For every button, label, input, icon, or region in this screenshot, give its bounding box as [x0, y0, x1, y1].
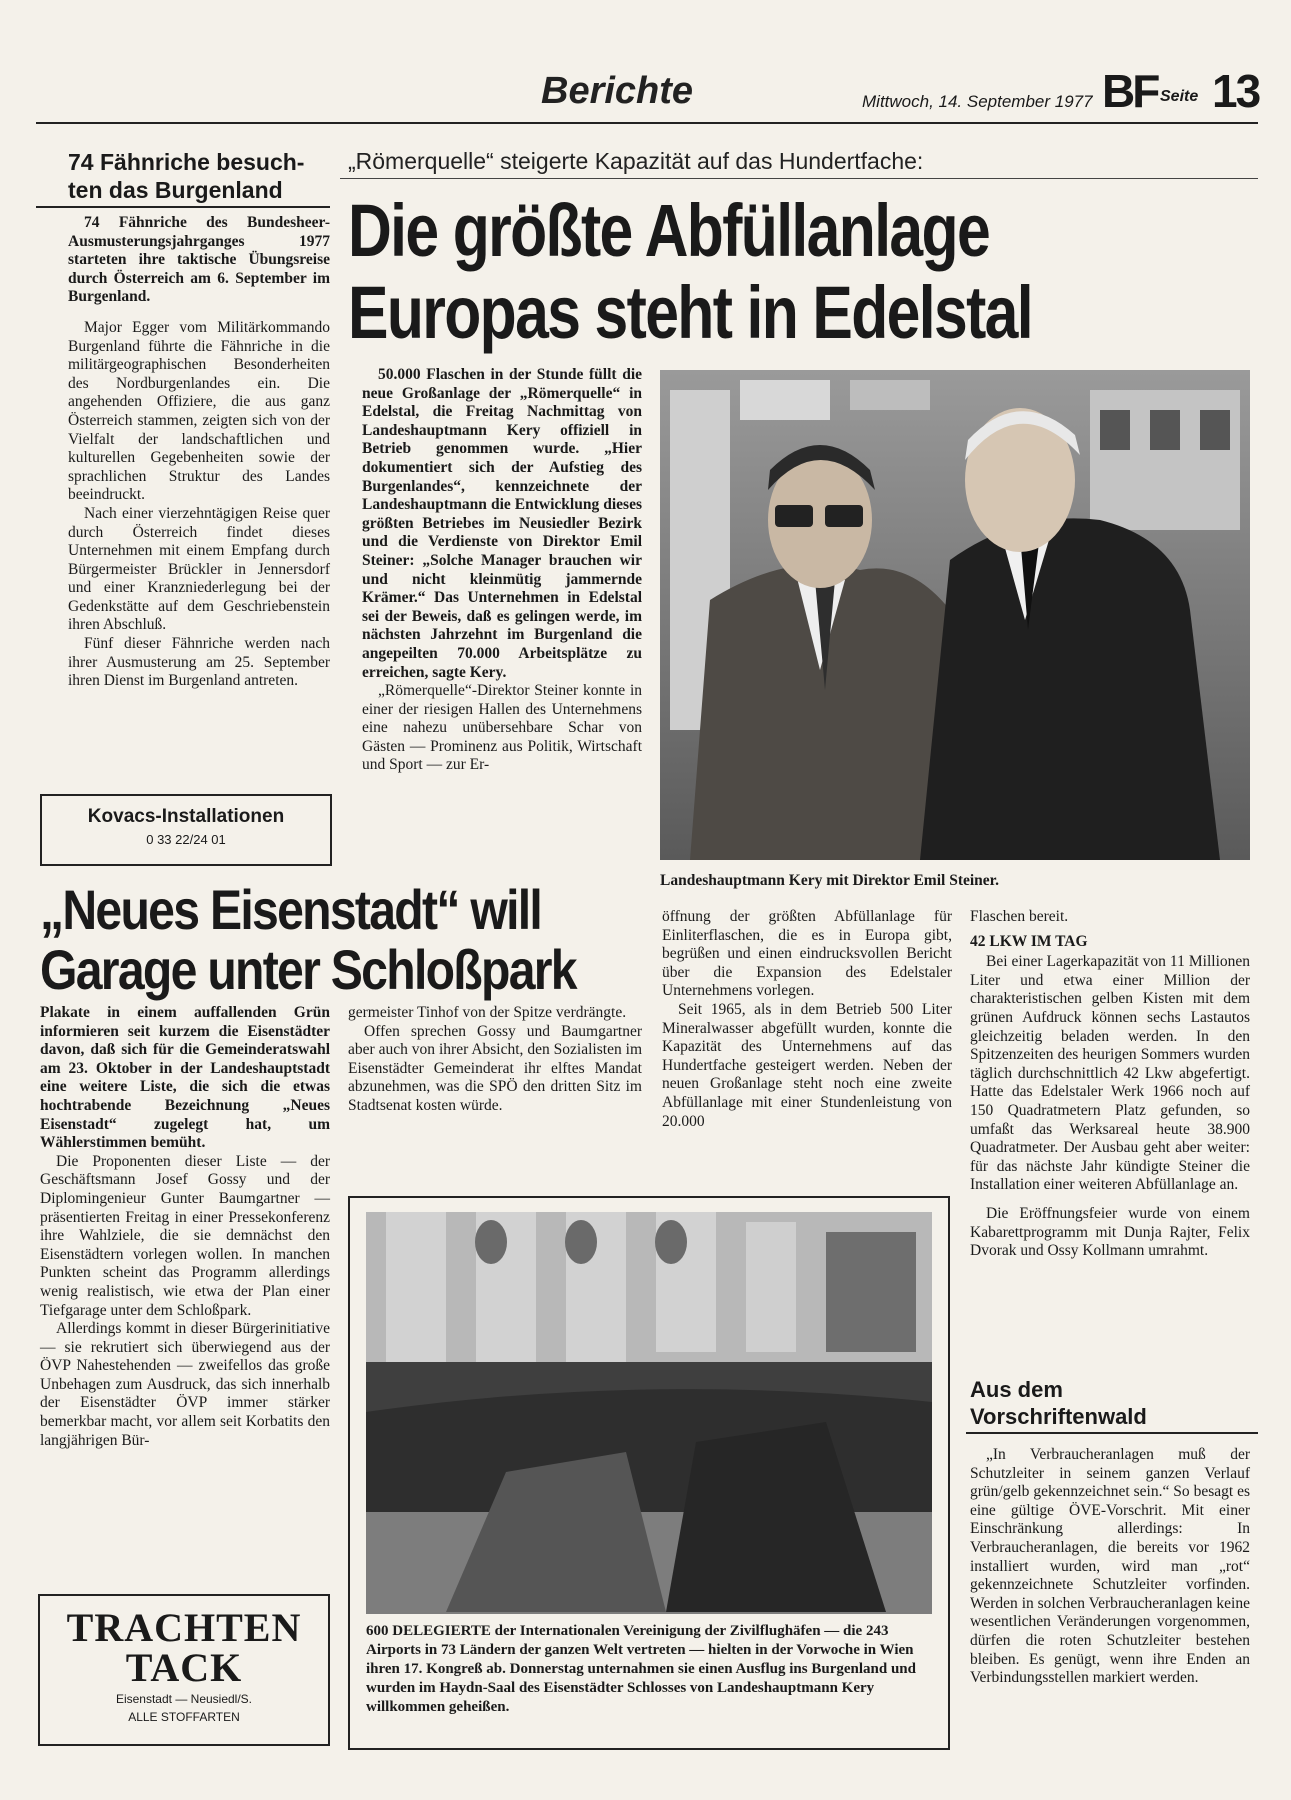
article3-lead: Plakate in einem auffallenden Grün informieren seit kurzem die Eisenstädter davon, daß sich für die Gemeinderatswahl am 23. Oktober in der Landeshauptstadt eine weitere Liste, die sich die etwas hochtrabende Bezeichnung „Neues Eisenstadt“ zugelegt hat, um Wählerstimmen bemüht. — [40, 1004, 330, 1152]
photo-kery-steiner-image — [660, 370, 1250, 860]
section-title: Berichte — [541, 70, 694, 112]
article2-headline — [348, 190, 1032, 354]
article3-headline — [40, 880, 576, 1000]
seite-label: Seite — [1160, 88, 1199, 105]
article2-paragraph: „Römerquelle“-Direktor Steiner konnte in einer der riesigen Hallen des Unternehmens eine nahezu unübersehbare Schar von Gästen — Prominenz aus Politik, Wirtschaft und Sport — zur Er- — [362, 682, 642, 774]
article2-paragraph: Die Eröffnungsfeier wurde von einem Kabarettprogramm mit Dunja Rajter, Felix Dvorak und Ossy Kollmann umrahmt. — [970, 1204, 1250, 1260]
article3-paragraph: germeister Tinhof von der Spitze verdrängte. — [348, 1004, 627, 1021]
page-number: 13 — [1212, 65, 1260, 117]
trachten-tack-ad — [38, 1594, 330, 1746]
article3-paragraph: Allerdings kommt in dieser Bürgerinitiative — sie rekrutiert sich überwiegend aus der ÖVP Nahestehenden — zweifellos das große Unbehagen zum Ausdruck, das sich innerhalb der Eisenstädter ÖVP immer stärker bemerkbar macht, vor allem seit Korbatits den langjährigen Bür- — [40, 1320, 330, 1449]
photo-kery-steiner — [660, 370, 1250, 860]
kovacs-ad — [40, 794, 332, 866]
header-rule — [36, 122, 1258, 124]
article1-paragraph: Major Egger vom Militärkommando Burgenland führte die Fähnriche in die militärgeographischen Besonderheiten des Nordburgenlandes ein. Die angehenden Offiziere, die aus ganz Österreich stammen, zeigten sich von der Vielfalt der landschaftlichen und kulturellen Gegebenheiten sowie der sprachlichen Struktur des Landes beeindruckt. — [68, 318, 330, 504]
article2-col2 — [662, 908, 952, 1131]
article4-headline-line1: Aus dem — [970, 1377, 1063, 1402]
article1-headline — [68, 148, 304, 204]
article2-headline-line2: Europas steht in Edelstal — [348, 271, 1032, 354]
article2-paragraph: Seit 1965, als in dem Betrieb 500 Liter Mineralwasser abgefüllt wurden, konnte die Kapazität des Unternehmens auf das Hundertfache gesteigert werden. Neben der neuen Großanlage steht noch eine zweite Abfüllanlage mit einer Stundenleistung von 20.000 — [662, 1000, 952, 1130]
photo-haydn-saal-image — [366, 1212, 932, 1614]
article4-paragraph: „In Verbraucheranlagen muß der Schutzleiter in seinem ganzen Verlauf grün/gelb gekennzeichnet sein.“ So besagt es eine gültige ÖVE-Vorschrit. Mit einer Einschränkung allerdings: In Verbraucheranlagen, die bereits vor 1962 installiert wurden, wird man „rot“ gekennzeichnete Schutzleiter vorfinden. Werden in solchen Verbraucheranlagen keine wesentlichen Veränderungen vorgenommen, dürfen die roten Schutzleiter bestehen bleiben. Es genügt, wenn ihre Enden an Verbindungsstellen markiert werden. — [970, 1446, 1250, 1687]
article3-col2 — [348, 1004, 642, 1116]
photo-haydn-saal-caption: 600 DELEGIERTE der Internationalen Vereinigung der Zivilflughäfen — die 243 Airports in 73 Ländern der ganzen Welt vertreten — hielten in der Vorwoche in Wien ihren 17. Kongreß ab. Donnerstag unternahmen sie einen Ausflug ins Burgenland und wurden im Haydn-Saal des Eisenstädter Schlosses von Landeshauptmann Kery willkommen geheißen. — [366, 1623, 916, 1715]
article4-body — [970, 1446, 1250, 1688]
article1-paragraph: Nach einer vierzehntägigen Reise quer durch Österreich findet dieses Unternehmen mit einem Empfang durch Bürgermeister Brückler in Jennersdorf und einer Kranzniederlegung bei der Gedenkstätte auf dem Geschriebenstein ihren Abschluß. — [68, 504, 330, 634]
article1-headline-line2: ten das Burgenland — [68, 177, 283, 203]
article2-paragraph: öffnung der größten Abfüllanlage für Einliterflaschen, die es in Europa gibt, begrüßen und einen eindrucksvollen Bericht über die Expansion des Edelstaler Unternehmens vorlegen. — [662, 908, 952, 1000]
article2-kicker: „Römerquelle“ steigerte Kapazität auf das Hundertfache: — [348, 148, 924, 174]
article1-body — [68, 214, 330, 691]
article4-headline — [970, 1376, 1147, 1430]
article2-paragraph: Flaschen bereit. — [970, 908, 1069, 925]
article1-rule — [36, 206, 330, 208]
article3-paragraph: Die Proponenten dieser Liste — der Geschäftsmann Josef Gossy und der Diplomingenieur Gunter Baumgartner — präsentierten Freitag in einer Pressekonferenz ihre Wahlziele, die sie demnächst den Eisenstädtern vorlegen wollen. In manchen Punkten scheint das Programm allerdings wenig realistisch, wie etwa der Plan einer Tiefgarage unter dem Schloßpark. — [40, 1152, 330, 1319]
article2-paragraph: Bei einer Lagerkapazität von 11 Millionen Liter und etwa einer Million der charakteristischen gelben Kisten mit dem grünen Aufdruck können sechs Lastautos gleichzeitig beladen werden. In den Spitzenzeiten des heurigen Sommers wurden täglich durchschnittlich 42 Lkw abgefertigt. Hatte das Edelstaler Werk 1966 noch auf 150 Quadratmetern Platz gefunden, so umfaßt das Werksareal heute 38.900 Quadratmeter. Der Ausbau geht aber weiter: für das nächste Jahr kündigte Steiner die Installation einer weiteren Abfüllanlage an. — [970, 953, 1250, 1194]
article3-paragraph: Offen sprechen Gossy und Baumgartner aber auch von ihrer Absicht, den Sozialisten im Eisenstädter Gemeinderat ihr elftes Mandat abzunehmen, was die SPÖ den dritten Sitz im Stadtsenat kosten würde. — [348, 1022, 642, 1114]
article3-headline-line1: „Neues Eisenstadt“ will — [40, 878, 542, 941]
article2-lead: 50.000 Flaschen in der Stunde füllt die neue Großanlage der „Römerquelle“ in Edelstal, die Freitag Nachmittag von Landeshauptmann Kery offiziell in Betrieb genommen wurde. „Hier dokumentiert sich der Aufstieg des Burgenlandes“, kennzeichnete der Landeshauptmann die Entwicklung dieses größten Betriebes im Neusiedler Bezirk und die Verdienste von Direktor Emil Steiner: „Solche Manager brauchen wir und nicht kleinmütig jammernde Krämer.“ Das Unternehmen in Edelstal sei der Beweis, daß es gelingen werde, im nächsten Jahrzehnt im Burgenland die angepeilten 70.000 Arbeitsplätze zu erreichen, sagte Kery. — [362, 366, 642, 681]
photo-kery-steiner-caption: Landeshauptmann Kery mit Direktor Emil Steiner. — [660, 872, 1000, 889]
masthead-logo: BF — [1102, 65, 1158, 117]
article2-headline-line1: Die größte Abfüllanlage — [348, 189, 990, 272]
article1-paragraph: Fünf dieser Fähnriche werden nach ihrer Ausmusterung am 25. September ihren Dienst im Burgenland antreten. — [68, 635, 330, 690]
photo-haydn-saal — [366, 1212, 932, 1614]
article4-rule — [966, 1432, 1258, 1434]
trachten-tack-ad-line2: TACK — [125, 1645, 243, 1690]
photo-haydn-saal-box — [348, 1196, 950, 1750]
article3-col1 — [40, 1004, 330, 1450]
article2-kicker-rule — [340, 178, 1258, 179]
article2-col1 — [362, 366, 642, 775]
kovacs-ad-name: Kovacs-Installationen — [87, 806, 285, 827]
trachten-tack-ad-location: Eisenstadt — Neusiedl/S. — [115, 1692, 253, 1706]
article3-headline-line2: Garage unter Schloßpark — [40, 938, 576, 1001]
article4-headline-line2: Vorschriftenwald — [970, 1404, 1147, 1429]
issue-date: Mittwoch, 14. September 1977 — [862, 92, 1093, 111]
trachten-tack-ad-tagline: ALLE STOFFARTEN — [128, 1710, 240, 1724]
article2-col3 — [970, 908, 1250, 1261]
article1-headline-line1: 74 Fähnriche besuch- — [68, 149, 305, 175]
kovacs-ad-phone: 0 33 22/24 01 — [146, 832, 226, 847]
article1-lead: 74 Fähnriche des Bundesheer-Ausmusterungsjahrganges 1977 starteten ihre taktische Übungsreise durch Österreich am 6. September im Burgenland. — [68, 214, 330, 306]
article2-subhead: 42 LKW IM TAG — [970, 932, 1088, 950]
trachten-tack-ad-line1: TRACHTEN — [66, 1605, 302, 1650]
